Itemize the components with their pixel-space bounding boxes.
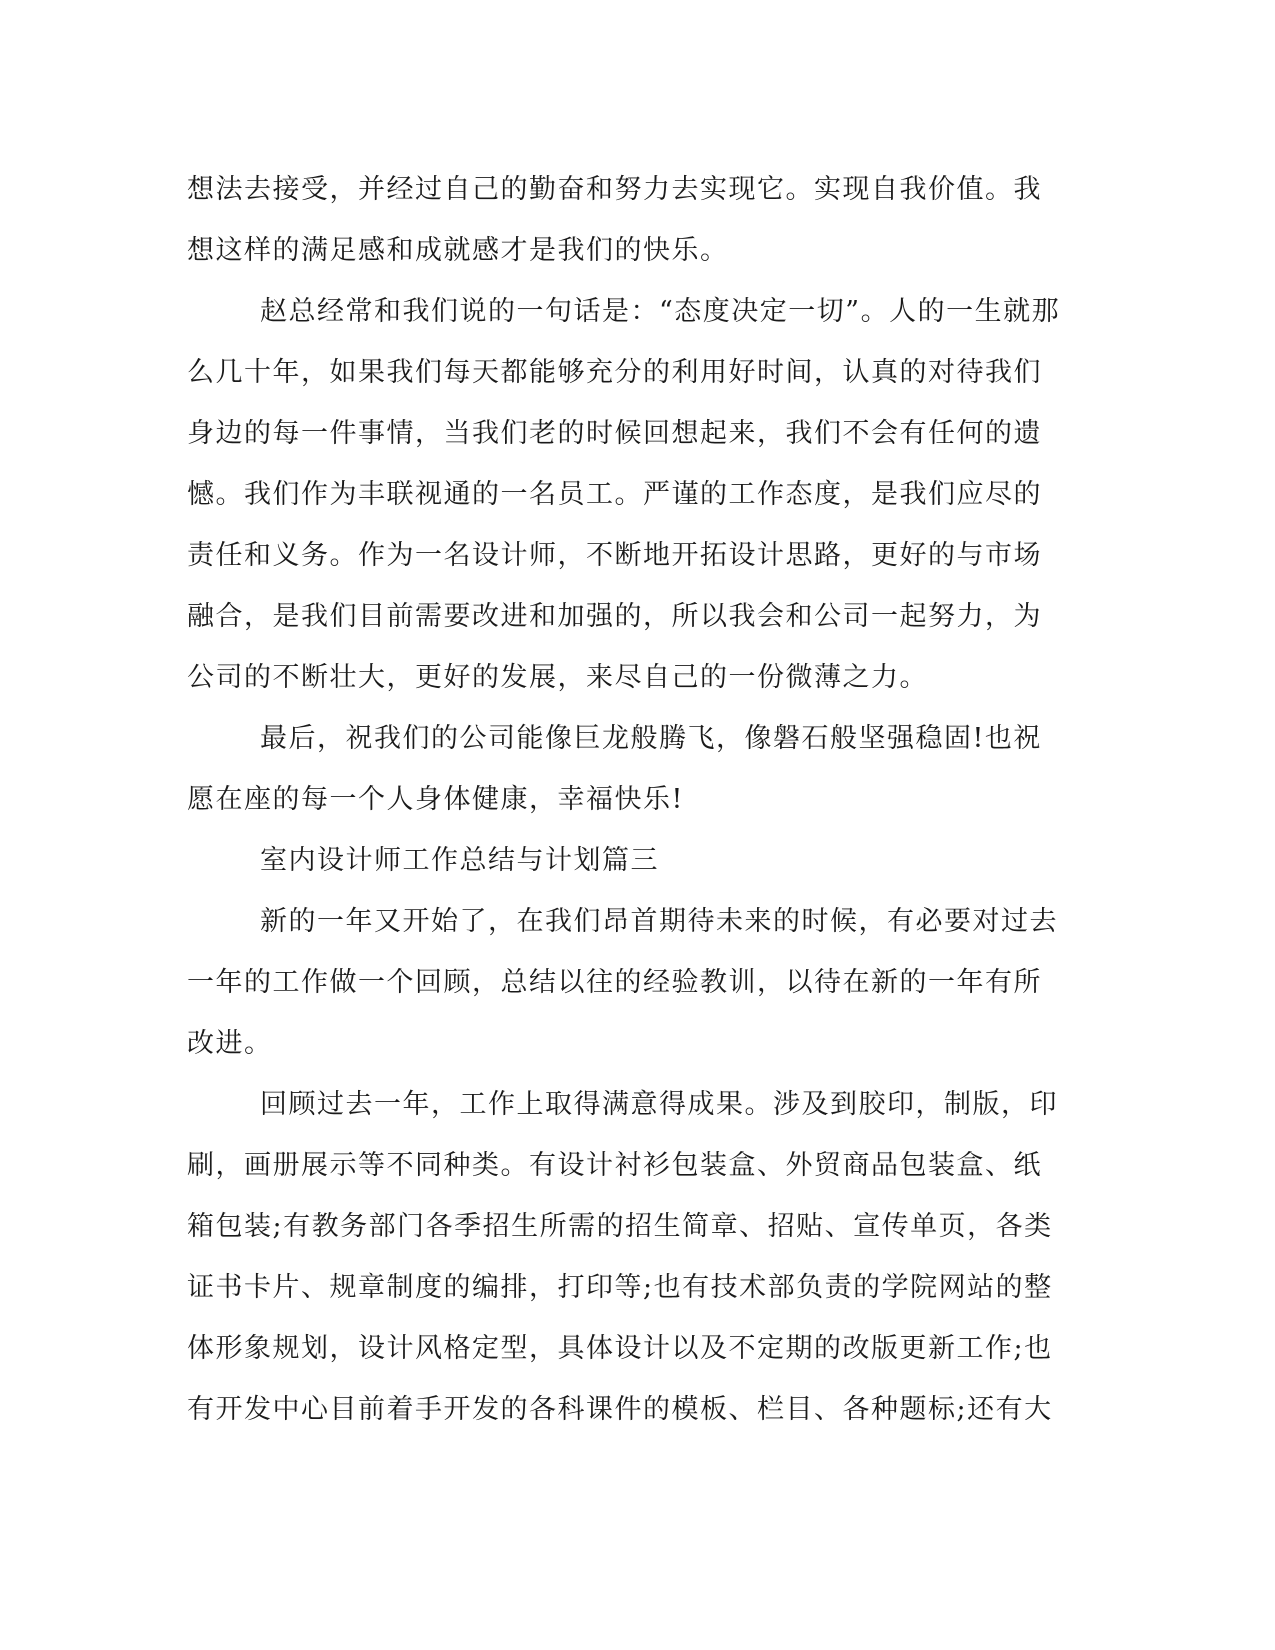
text-line: 想法去接受，并经过自己的勤奋和努力去实现它。实现自我价值。我: [187, 174, 1042, 205]
text-line: 一年的工作做一个回顾，总结以往的经验教训，以待在新的一年有所: [187, 967, 1042, 998]
text-line: 责任和义务。作为一名设计师，不断地开拓设计思路，更好的与市场: [187, 540, 1042, 571]
text-line: 赵总经常和我们说的一句话是：“态度决定一切”。人的一生就那: [260, 296, 1061, 327]
text-line: 改进。: [187, 1028, 273, 1059]
text-line: 刷，画册展示等不同种类。有设计衬衫包装盒、外贸商品包装盒、纸: [187, 1150, 1042, 1181]
document-body: [187, 159, 1077, 1440]
text-line: 公司的不断壮大，更好的发展，来尽自己的一份微薄之力。: [187, 662, 928, 693]
text-line: 想这样的满足感和成就感才是我们的快乐。: [187, 235, 729, 266]
text-line: 有开发中心目前着手开发的各科课件的模板、栏目、各种题标;还有大: [187, 1394, 1053, 1425]
section-heading: 室内设计师工作总结与计划篇三: [260, 845, 659, 876]
text-line: 箱包装;有教务部门各季招生所需的招生简章、招贴、宣传单页，各类: [187, 1211, 1053, 1242]
text-line: 体形象规划，设计风格定型，具体设计以及不定期的改版更新工作;也: [187, 1333, 1053, 1364]
text-line: 融合，是我们目前需要改进和加强的，所以我会和公司一起努力，为: [187, 601, 1042, 632]
text-line: 么几十年，如果我们每天都能够充分的利用好时间，认真的对待我们: [187, 357, 1042, 388]
text-line: 证书卡片、规章制度的编排，打印等;也有技术部负责的学院网站的整: [187, 1272, 1053, 1303]
text-line: 回顾过去一年，工作上取得满意得成果。涉及到胶印，制版，印: [260, 1089, 1058, 1120]
text-line: 憾。我们作为丰联视通的一名员工。严谨的工作态度，是我们应尽的: [187, 479, 1042, 510]
text-line: 新的一年又开始了，在我们昂首期待未来的时候，有必要对过去: [260, 906, 1058, 937]
text-line: 身边的每一件事情，当我们老的时候回想起来，我们不会有任何的遗: [187, 418, 1042, 449]
text-line: 最后，祝我们的公司能像巨龙般腾飞，像磐石般坚强稳固!也祝: [260, 723, 1042, 754]
text-line: 愿在座的每一个人身体健康，幸福快乐!: [187, 784, 684, 815]
